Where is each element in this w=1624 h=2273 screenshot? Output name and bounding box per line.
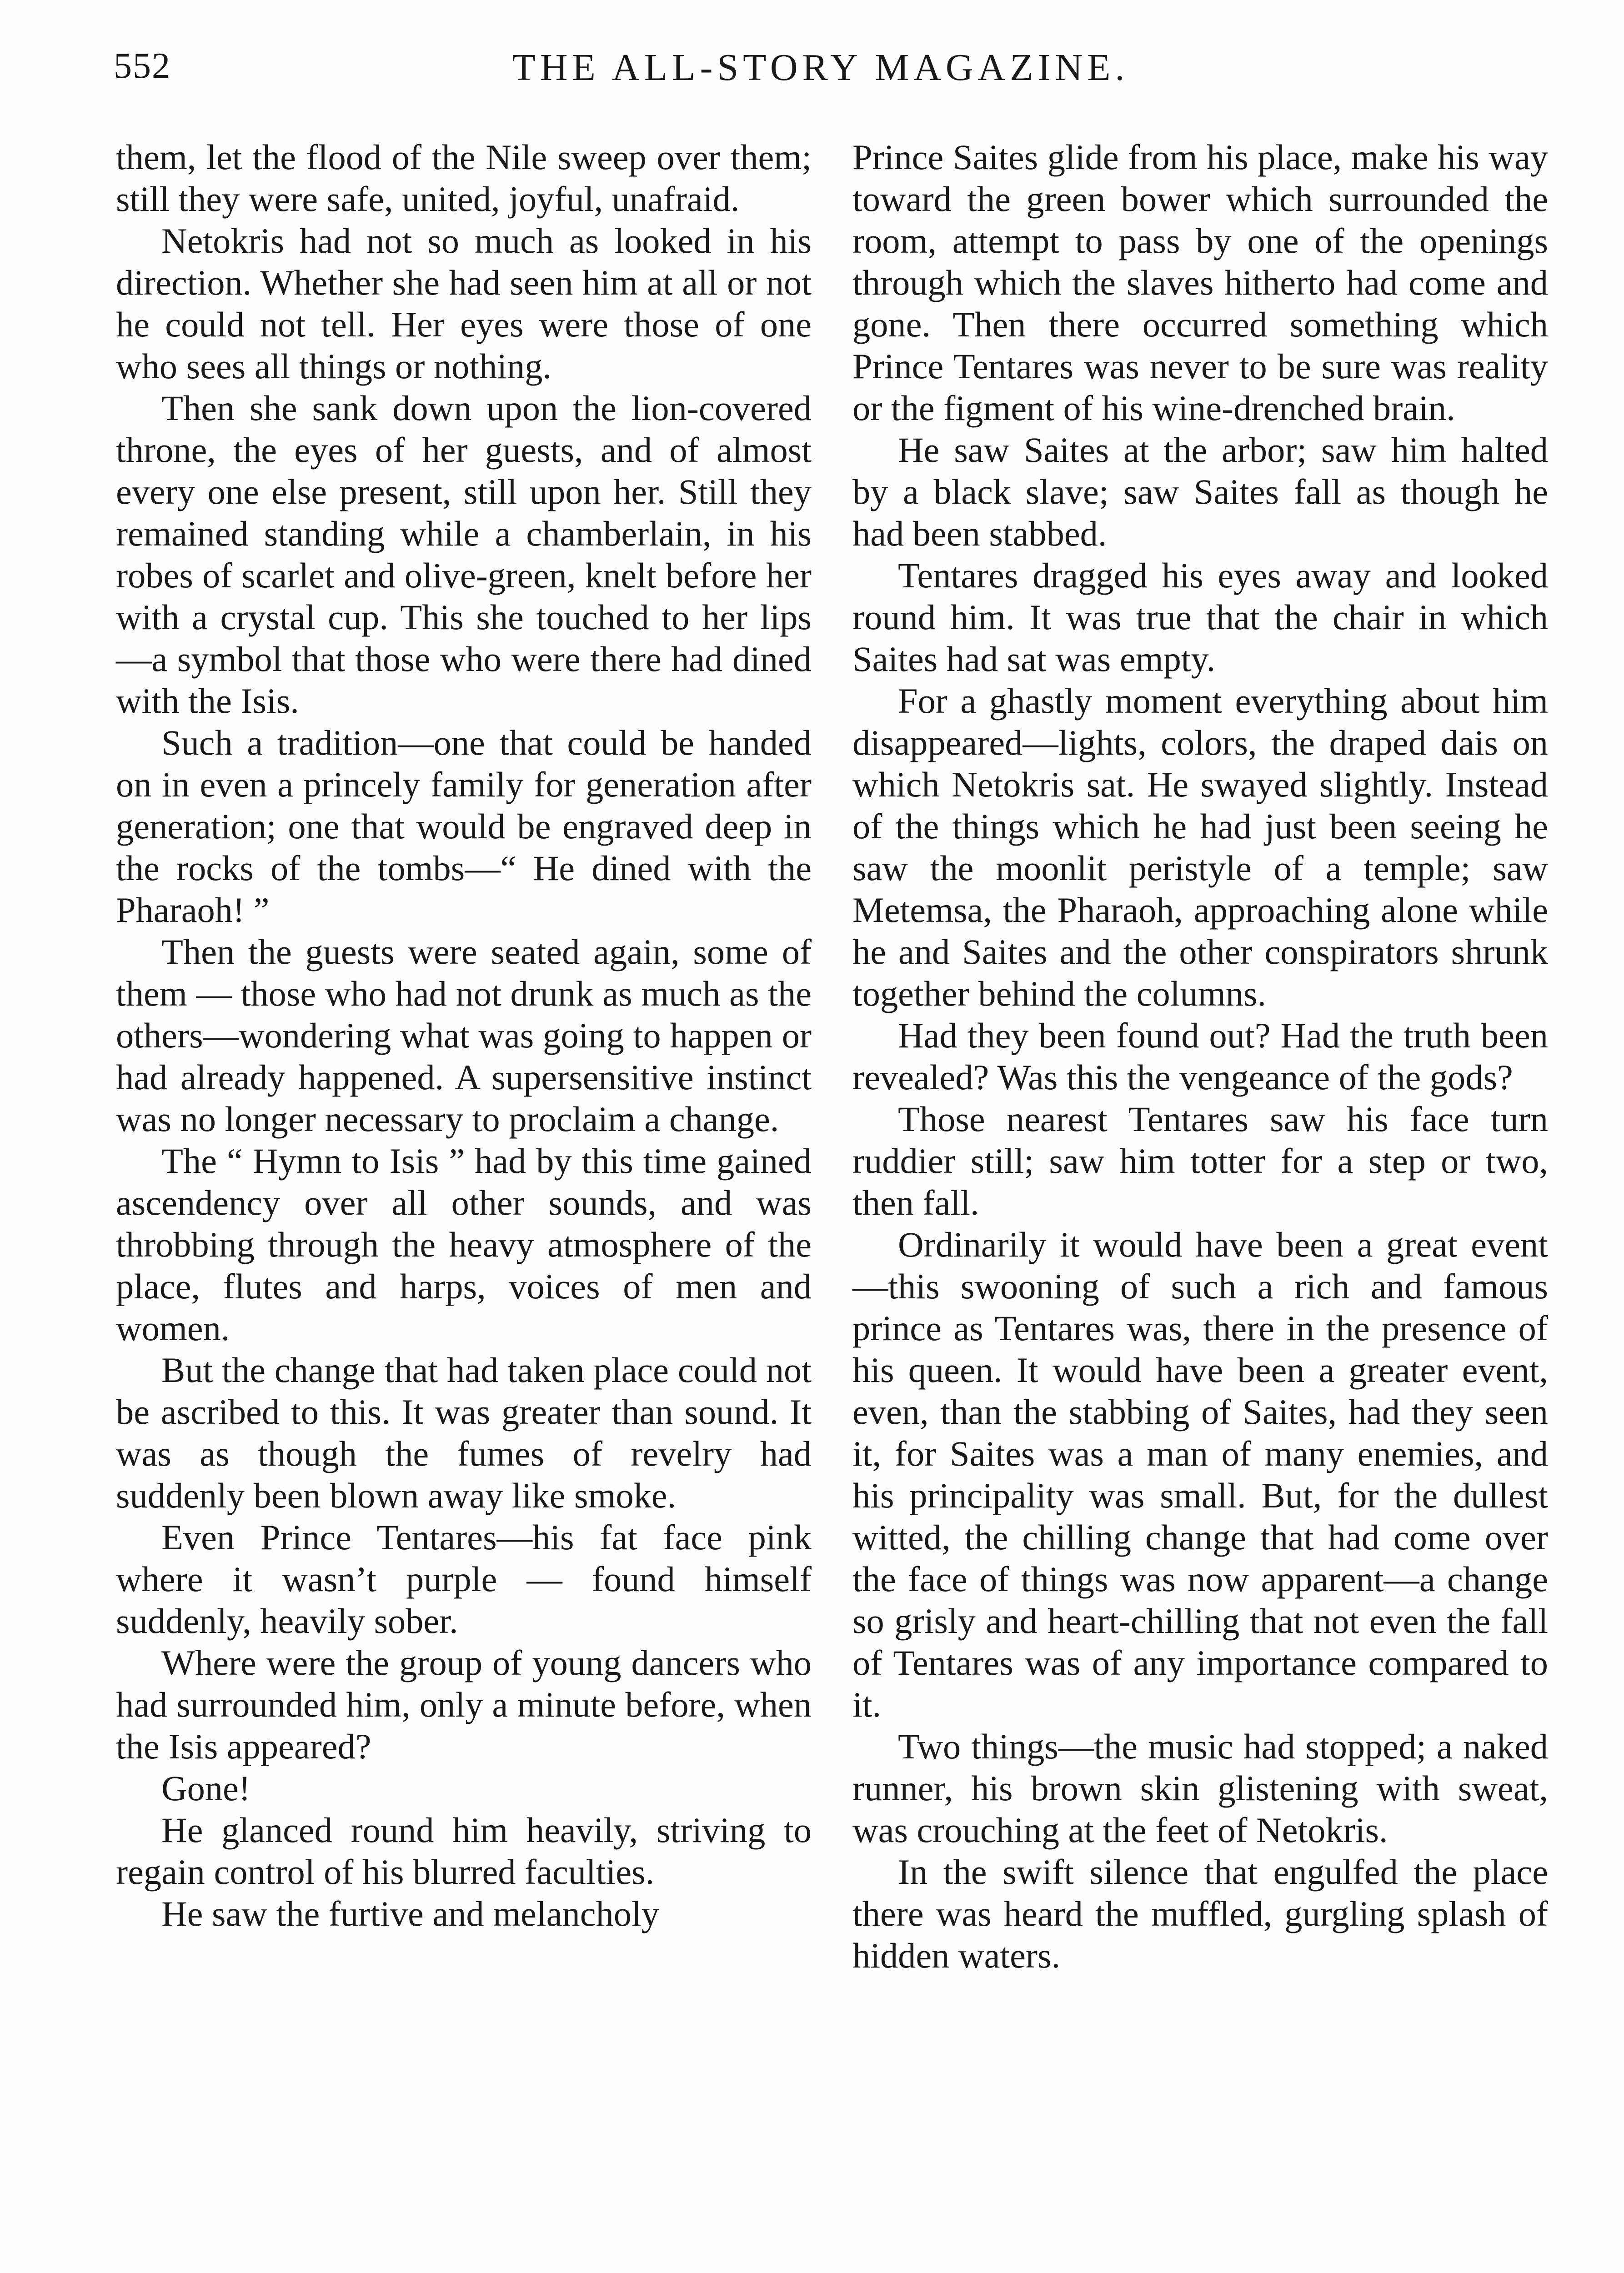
paragraph: Two things—the music had stopped; a naked runner, his brown skin glistening with sweat, was crouching at the feet of Netokris.: [852, 1727, 1548, 1850]
paragraph: In the swift silence that engulfed the place there was heard the muffled, gurgling splash of hidden waters.: [852, 1852, 1548, 1975]
paragraph: He saw Saites at the arbor; saw him halted by a black slave; saw Saites fall as though he had been stabbed.: [852, 430, 1548, 553]
running-head: THE ALL-STORY MAGAZINE.: [512, 46, 1129, 89]
paragraph: them, let the flood of the Nile sweep over them; still they were safe, united, joyful, unafraid.: [116, 137, 812, 219]
paragraph: Ordinarily it would have been a great event—this swooning of such a rich and famous prince as Tentares was, there in the presence of his queen. It would have been a greater event, even, than the stabbing of Saites, had they seen it, for Saites was a man of many enemies, and his principality was small. But, for the dullest witted, the chilling change that had come over the face of things was now apparent—a change so grisly and heart-chilling that not even the fall of Tentares was of any importance compared to it.: [852, 1225, 1548, 1724]
right-column: [852, 136, 1548, 1977]
paragraph: Tentares dragged his eyes away and looked round him. It was true that the chair in which Saites had sat was empty.: [852, 556, 1548, 679]
paragraph: Where were the group of young dancers who had surrounded him, only a minute before, when the Isis appeared?: [116, 1643, 812, 1766]
page-header: [114, 45, 1528, 105]
paragraph: Had they been found out? Had the truth been revealed? Was this the vengeance of the gods?: [852, 1016, 1548, 1097]
paragraph: He saw the furtive and melancholy: [161, 1894, 659, 1933]
paragraph: For a ghastly moment everything about him disappeared—lights, colors, the draped dais on which Netokris sat. He swayed slightly. Instead of the things which he had just been seeing he saw the moonlit peristyle of a temple; saw Metemsa, the Pharaoh, approaching alone while he and Saites and the other conspirators shrunk together behind the columns.: [852, 681, 1548, 1013]
left-column: [116, 136, 812, 1935]
paragraph: Gone!: [161, 1768, 251, 1808]
paragraph: Such a tradition—one that could be handed on in even a princely family for generation after generation; one that would be engraved deep in the rocks of the tombs—“ He dined with the Pharaoh! ”: [116, 723, 812, 930]
paragraph: Then she sank down upon the lion-covered throne, the eyes of her guests, and of almost every one else present, still upon her. Still they remained standing while a chamberlain, in his robes of scarlet and olive-green, knelt before her with a crystal cup. This she touched to her lips—a symbol that those who were there had dined with the Isis.: [116, 388, 812, 721]
paragraph: Even Prince Tentares—his fat face pink where it wasn’t purple — found himself suddenly, heavily sober.: [116, 1517, 812, 1641]
paragraph: Those nearest Tentares saw his face turn ruddier still; saw him totter for a step or two, then fall.: [852, 1099, 1548, 1222]
paragraph: He glanced round him heavily, striving to regain control of his blurred faculties.: [116, 1810, 812, 1892]
paragraph: The “ Hymn to Isis ” had by this time gained ascendency over all other sounds, and was throbbing through the heavy atmosphere of the place, flutes and harps, voices of men and women.: [116, 1141, 812, 1348]
paragraph: Prince Saites glide from his place, make his way toward the green bower which surrounded the room, attempt to pass by one of the openings through which the slaves hitherto had come and gone. Then there occurred something which Prince Tentares was never to be sure was reality or the figment of his wine-drenched brain.: [852, 137, 1548, 428]
paragraph: Then the guests were seated again, some of them — those who had not drunk as much as the others—wondering what was going to happen or had already happened. A supersensitive instinct was no longer necessary to proclaim a change.: [116, 932, 812, 1139]
page-number: 552: [114, 46, 171, 86]
paragraph: Netokris had not so much as looked in his direction. Whether she had seen him at all or not he could not tell. Her eyes were those of one who sees all things or nothing.: [116, 221, 812, 386]
paragraph: But the change that had taken place could not be ascribed to this. It was greater than sound. It was as though the fumes of revelry had suddenly been blown away like smoke.: [116, 1350, 812, 1515]
